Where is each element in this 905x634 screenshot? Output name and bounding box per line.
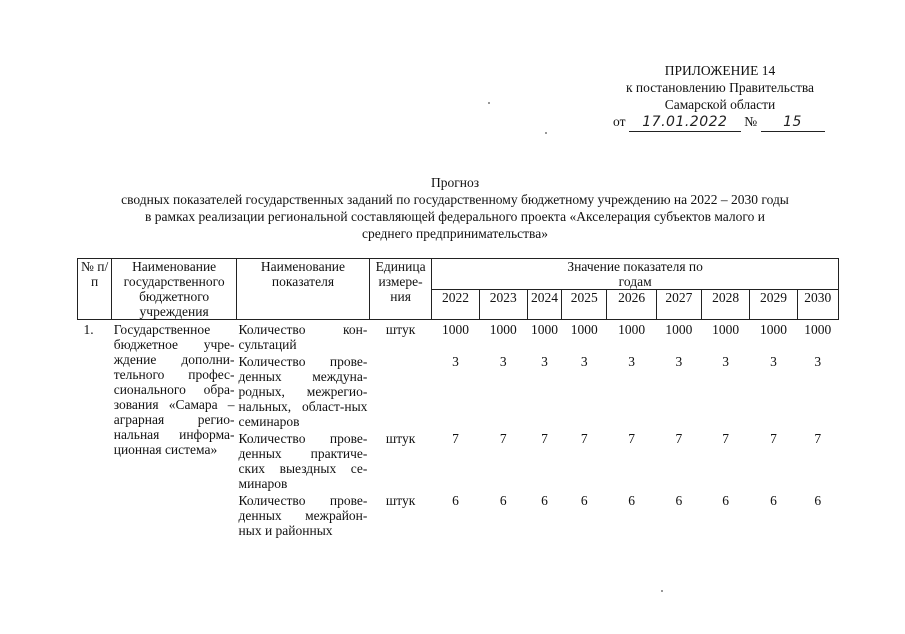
heading-line-4: среднего предпринимательства» xyxy=(362,226,548,241)
value-cell: 6 xyxy=(722,493,730,508)
indicator-name: Количество прове-денных межрайон-ных и районных xyxy=(238,493,368,538)
value-cell: 6 xyxy=(770,493,777,508)
value-cell: 1000 xyxy=(712,322,740,337)
value-cell: 6 xyxy=(628,493,635,508)
value-cell: 1000 xyxy=(618,322,646,337)
date-prefix: от xyxy=(613,114,626,129)
heading-line-2: сводных показателей государственных заданий по государственному бюджетному учреждению на 2022 – 2030 годы xyxy=(121,192,789,207)
header-year: 2027 xyxy=(656,290,701,320)
value-cell: 6 xyxy=(580,493,588,508)
value-cell: 7 xyxy=(814,431,822,446)
table-row xyxy=(78,320,839,353)
handwritten-number: 15 xyxy=(761,114,825,132)
value-cell: 1000 xyxy=(665,322,693,337)
indicator-unit: штук xyxy=(385,493,416,508)
appendix-date-line xyxy=(600,113,840,131)
value-cell: 3 xyxy=(722,354,730,369)
value-cell: 1000 xyxy=(441,322,469,337)
value-cell: 7 xyxy=(452,431,459,446)
appendix-line-2: Самарской области xyxy=(664,97,776,112)
appendix-block xyxy=(600,62,840,131)
header-values-group xyxy=(432,259,839,290)
value-cell: 3 xyxy=(580,354,588,369)
value-cell: 3 xyxy=(452,354,459,369)
header-values-text: Значение показателя по годам xyxy=(567,259,703,289)
value-cell: 7 xyxy=(722,431,730,446)
handwritten-date: 17.01.2022 xyxy=(629,114,741,132)
value-cell: 7 xyxy=(675,431,683,446)
header-year: 2023 xyxy=(479,290,527,320)
value-cell: 7 xyxy=(499,431,507,446)
indicators-table xyxy=(77,258,839,538)
heading-line-3: в рамках реализации региональной составляющей федерального проекта «Акселерация субъектов малого и xyxy=(145,209,765,224)
value-cell: 7 xyxy=(580,431,588,446)
header-year: 2026 xyxy=(607,290,656,320)
value-cell: 3 xyxy=(628,354,635,369)
institution-name: Государственное бюджетное учре-ждение дополни-тельного профес-сионального обра-зования «Самара – аграрная регио-нальная информа-ционная система» xyxy=(113,322,235,457)
header-no: № п/п xyxy=(78,259,112,320)
value-cell: 3 xyxy=(770,354,777,369)
value-cell: 1000 xyxy=(759,322,787,337)
indicator-name: Количество прове-денных практиче-ских выездных се-минаров xyxy=(238,431,368,491)
heading-line-1: Прогноз xyxy=(430,175,480,190)
row-number: 1. xyxy=(83,322,94,337)
value-cell: 6 xyxy=(675,493,683,508)
value-cell: 3 xyxy=(499,354,507,369)
header-year: 2024 xyxy=(527,290,561,320)
scan-speck xyxy=(488,102,490,104)
appendix-title: ПРИЛОЖЕНИЕ 14 xyxy=(664,63,776,78)
header-year: 2029 xyxy=(750,290,797,320)
indicator-unit: штук xyxy=(385,431,416,446)
value-cell: 3 xyxy=(541,354,548,369)
scan-speck xyxy=(545,132,547,134)
value-cell: 1000 xyxy=(531,322,559,337)
indicator-name: Количество прове-денных междуна-родных, межрегио-нальных, област-ных семинаров xyxy=(238,354,368,429)
value-cell: 3 xyxy=(675,354,683,369)
value-cell: 1000 xyxy=(489,322,517,337)
appendix-line-1: к постановлению Правительства xyxy=(625,80,815,95)
value-cell: 6 xyxy=(541,493,548,508)
value-cell: 3 xyxy=(814,354,822,369)
indicator-unit xyxy=(369,352,431,429)
value-cell: 7 xyxy=(628,431,635,446)
value-cell: 1000 xyxy=(804,322,832,337)
indicator-unit: штук xyxy=(385,322,416,337)
header-year: 2030 xyxy=(797,290,838,320)
header-year: 2022 xyxy=(432,290,479,320)
value-cell: 1000 xyxy=(570,322,598,337)
value-cell: 6 xyxy=(499,493,507,508)
document-heading xyxy=(40,174,870,242)
header-indicator: Наименование показателя xyxy=(237,259,370,320)
number-prefix: № xyxy=(744,114,758,129)
value-cell: 7 xyxy=(541,431,548,446)
value-cell: 7 xyxy=(770,431,777,446)
header-year: 2025 xyxy=(562,290,607,320)
indicator-name: Количество кон-сультаций xyxy=(238,322,368,352)
scan-speck xyxy=(661,590,663,592)
header-unit: Единица измере-ния xyxy=(369,259,431,320)
header-year: 2028 xyxy=(702,290,750,320)
header-institution: Наименование государственного бюджетного учреждения xyxy=(112,259,237,320)
value-cell: 6 xyxy=(814,493,822,508)
value-cell: 6 xyxy=(452,493,459,508)
